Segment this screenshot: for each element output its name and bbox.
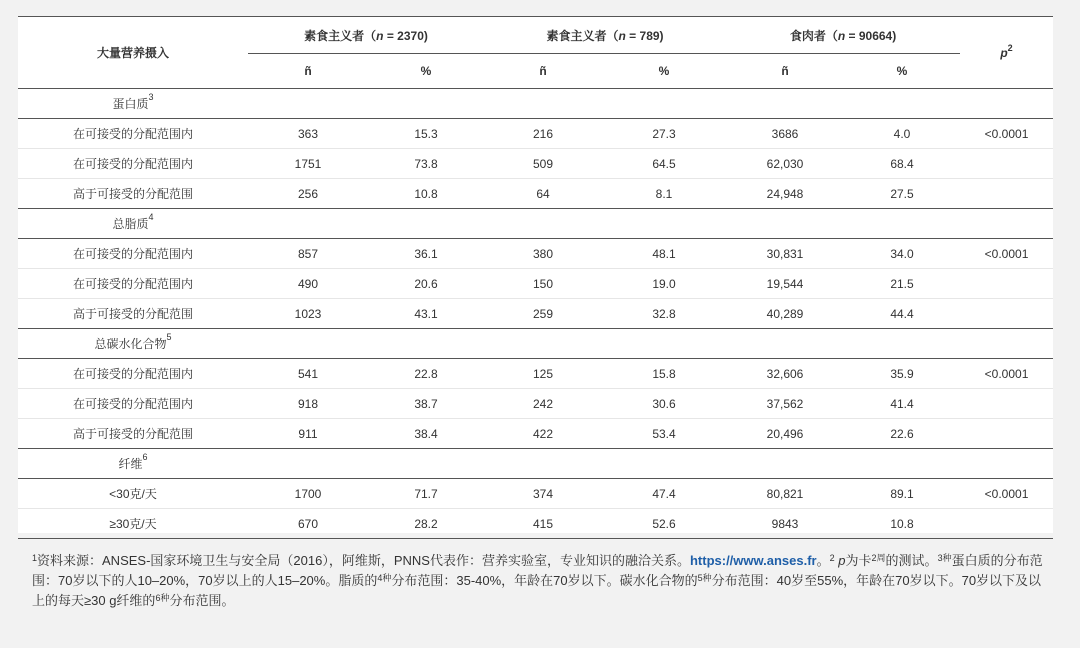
footnotes: $^1$资料来源：ANSES-国家环境卫生与安全局（2016），阿维斯，PNNS代表作：营养实验室，专业知识的融洽关系。https://www.anses.fr。$^2$ p为卡$^{2周}$的测试。$^{3种}$蛋白质的分布范围：70岁以下的人10–20%，70岁以上的人15–20%。脂质的$^{4种}$分布范围：35-40%，年龄在70岁以下。碳水化合物的$^{5种}$分布范围：40岁至55%，年龄在70岁以下。70岁以下及以上的每天≥30 g纤维的$^{6种}$分布范围。 (32, 553, 1043, 608)
count-cell: 40,289 (726, 299, 844, 329)
row-label: 在可接受的分配范围内 (18, 149, 248, 179)
percent-cell: 53.4 (602, 419, 726, 449)
table-row (18, 119, 1053, 149)
percent-cell: 48.1 (602, 239, 726, 269)
section-title: 纤维$^6$ (18, 449, 248, 479)
count-cell: 363 (248, 119, 368, 149)
anses-link[interactable]: https://www.anses.fr (689, 553, 817, 568)
count-cell: 3686 (726, 119, 844, 149)
sub-header-pct: % (602, 54, 726, 89)
percent-cell: 68.4 (844, 149, 960, 179)
percent-cell: 21.5 (844, 269, 960, 299)
p-value-cell (960, 269, 1053, 299)
count-cell: 911 (248, 419, 368, 449)
percent-cell: 71.7 (368, 479, 484, 509)
count-cell: 1751 (248, 149, 368, 179)
row-label: ≥30克/天 (18, 509, 248, 539)
section-header-row (18, 329, 1053, 359)
row-label: 高于可接受的分配范围 (18, 419, 248, 449)
section-header-row (18, 449, 1053, 479)
table-row (18, 479, 1053, 509)
count-cell: 1700 (248, 479, 368, 509)
percent-cell: 22.6 (844, 419, 960, 449)
count-cell: 422 (484, 419, 602, 449)
row-label: 在可接受的分配范围内 (18, 239, 248, 269)
p-value-cell: <0.0001 (960, 119, 1053, 149)
percent-cell: 47.4 (602, 479, 726, 509)
percent-cell: 15.8 (602, 359, 726, 389)
percent-cell: 38.7 (368, 389, 484, 419)
percent-cell: 15.3 (368, 119, 484, 149)
count-cell: 857 (248, 239, 368, 269)
count-cell: 216 (484, 119, 602, 149)
count-cell: 490 (248, 269, 368, 299)
count-cell: 37,562 (726, 389, 844, 419)
percent-cell: 27.3 (602, 119, 726, 149)
count-cell: 19,544 (726, 269, 844, 299)
sub-header-pct: % (368, 54, 484, 89)
section-header-row (18, 209, 1053, 239)
count-cell: 125 (484, 359, 602, 389)
table-row (18, 179, 1053, 209)
table-row (18, 509, 1053, 539)
count-cell: 670 (248, 509, 368, 539)
count-cell: 32,606 (726, 359, 844, 389)
percent-cell: 32.8 (602, 299, 726, 329)
table-row (18, 239, 1053, 269)
percent-cell: 44.4 (844, 299, 960, 329)
percent-cell: 64.5 (602, 149, 726, 179)
percent-cell: 8.1 (602, 179, 726, 209)
count-cell: 150 (484, 269, 602, 299)
count-cell: 62,030 (726, 149, 844, 179)
count-cell: 9843 (726, 509, 844, 539)
p-value-cell (960, 299, 1053, 329)
count-cell: 256 (248, 179, 368, 209)
group-header-vegetarian: 素食主义者（n = 789) (484, 17, 726, 54)
count-cell: 242 (484, 389, 602, 419)
count-cell: 64 (484, 179, 602, 209)
p-value-cell (960, 419, 1053, 449)
sub-header-n: ñ (484, 54, 602, 89)
percent-cell: 34.0 (844, 239, 960, 269)
table-row (18, 299, 1053, 329)
p-value-cell (960, 389, 1053, 419)
row-label: <30克/天 (18, 479, 248, 509)
table-row (18, 419, 1053, 449)
nutrition-table (18, 16, 1053, 539)
table-row (18, 389, 1053, 419)
macro-intake-header: 大量营养摄入 (18, 17, 248, 89)
section-title: 总碳水化合物$^5$ (18, 329, 248, 359)
count-cell: 918 (248, 389, 368, 419)
row-label: 在可接受的分配范围内 (18, 269, 248, 299)
count-cell: 541 (248, 359, 368, 389)
percent-cell: 52.6 (602, 509, 726, 539)
count-cell: 415 (484, 509, 602, 539)
percent-cell: 36.1 (368, 239, 484, 269)
row-label: 在可接受的分配范围内 (18, 389, 248, 419)
percent-cell: 73.8 (368, 149, 484, 179)
count-cell: 80,821 (726, 479, 844, 509)
nutrition-table-card (18, 16, 1053, 533)
percent-cell: 41.4 (844, 389, 960, 419)
percent-cell: 43.1 (368, 299, 484, 329)
row-label: 高于可接受的分配范围 (18, 179, 248, 209)
count-cell: 20,496 (726, 419, 844, 449)
percent-cell: 22.8 (368, 359, 484, 389)
row-label: 高于可接受的分配范围 (18, 299, 248, 329)
percent-cell: 10.8 (368, 179, 484, 209)
row-label: 在可接受的分配范围内 (18, 119, 248, 149)
sub-header-n: ñ (248, 54, 368, 89)
p-value-cell (960, 509, 1053, 539)
p-value-cell: <0.0001 (960, 359, 1053, 389)
percent-cell: 20.6 (368, 269, 484, 299)
percent-cell: 27.5 (844, 179, 960, 209)
percent-cell: 28.2 (368, 509, 484, 539)
count-cell: 509 (484, 149, 602, 179)
table-row (18, 269, 1053, 299)
percent-cell: 38.4 (368, 419, 484, 449)
section-header-row (18, 89, 1053, 119)
group-header-vegan: 素食主义者（n = 2370) (248, 17, 484, 54)
sub-header-pct: % (844, 54, 960, 89)
group-header-meat-eater: 食肉者（n = 90664) (726, 17, 960, 54)
percent-cell: 30.6 (602, 389, 726, 419)
count-cell: 259 (484, 299, 602, 329)
table-row (18, 359, 1053, 389)
section-title: 总脂质$^4$ (18, 209, 248, 239)
count-cell: 374 (484, 479, 602, 509)
percent-cell: 89.1 (844, 479, 960, 509)
percent-cell: 4.0 (844, 119, 960, 149)
count-cell: 24,948 (726, 179, 844, 209)
p-value-cell (960, 179, 1053, 209)
p-value-cell: <0.0001 (960, 479, 1053, 509)
section-title: 蛋白质$^3$ (18, 89, 248, 119)
percent-cell: 35.9 (844, 359, 960, 389)
percent-cell: 19.0 (602, 269, 726, 299)
percent-cell: 10.8 (844, 509, 960, 539)
p-value-header: $p^2$ (960, 17, 1053, 89)
count-cell: 380 (484, 239, 602, 269)
sub-header-n: ñ (726, 54, 844, 89)
table-row (18, 149, 1053, 179)
p-value-cell: <0.0001 (960, 239, 1053, 269)
row-label: 在可接受的分配范围内 (18, 359, 248, 389)
count-cell: 1023 (248, 299, 368, 329)
count-cell: 30,831 (726, 239, 844, 269)
p-value-cell (960, 149, 1053, 179)
